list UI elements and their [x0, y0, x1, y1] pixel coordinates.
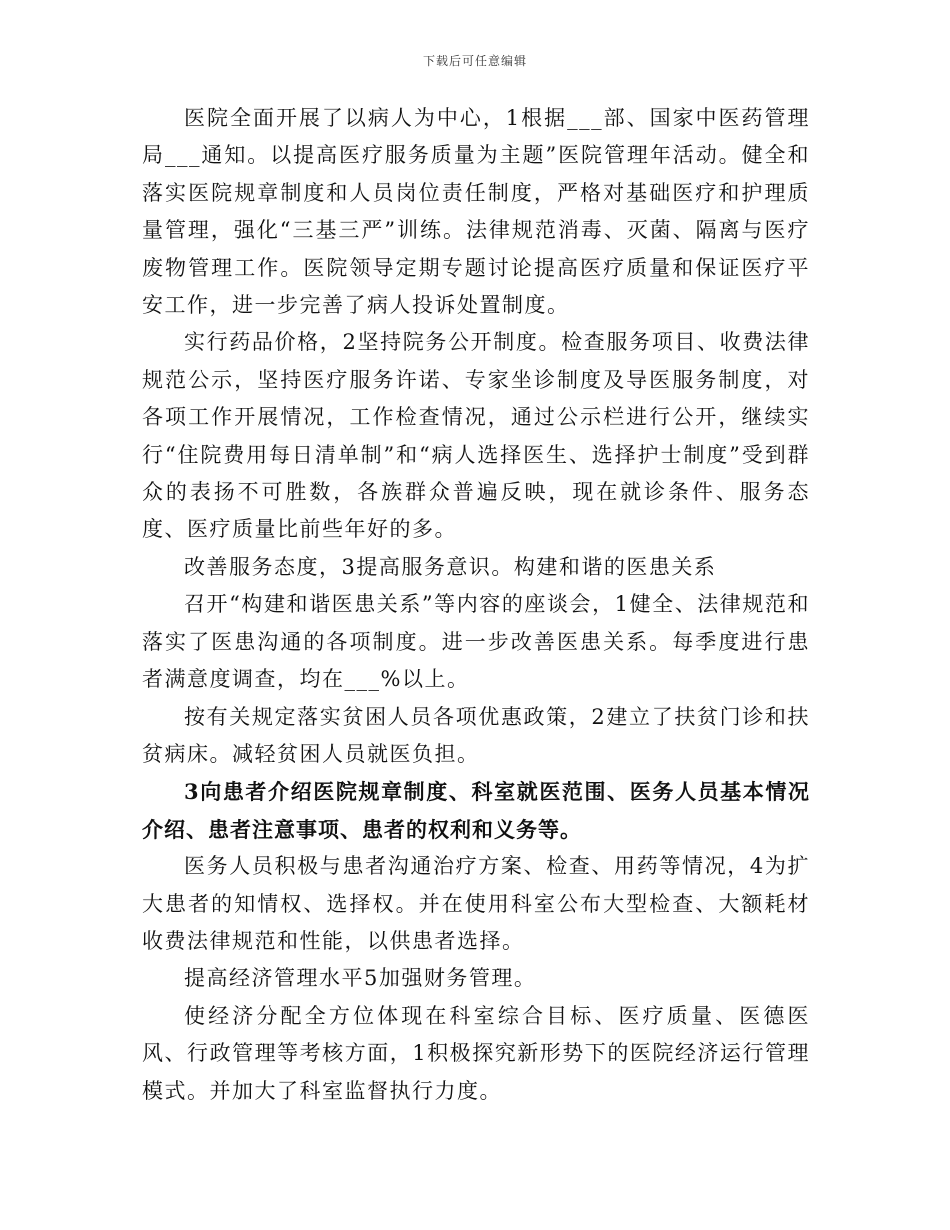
document-body [142, 100, 810, 1110]
paragraph-finance-management: 提高经济管理水平5加强财务管理。 [184, 966, 537, 991]
paragraph-economic-distribution: 使经济分配全方位体现在科室综合目标、医疗质量、医德医风、行政管理等考核方面，1积极探究新形势下的医院经济运行管理模式。并加大了科室监督执行力度。 [142, 1003, 810, 1103]
paragraph-communication: 医务人员积极与患者沟通治疗方案、检查、用药等情况，4为扩大患者的知情权、选择权。并在使用科室公布大型检查、大额耗材收费法律规范和性能，以供患者选择。 [142, 854, 810, 953]
paragraph-price-disclosure: 实行药品价格，2坚持院务公开制度。检查服务项目、收费法律规范公示，坚持医疗服务许诺、专家坐诊制度及导医服务制度，对各项工作开展情况，工作检查情况，通过公示栏进行公开，继续实行“住院费用每日清单制”和“病人选择医生、选择护士制度”受到群众的表扬不可胜数，各族群众普遍反映，现在就诊条件、服务态度、医疗质量比前些年好的多。 [142, 330, 810, 542]
paragraph-poverty-policy: 按有关规定落实贫困人员各项优惠政策，2建立了扶贫门诊和扶贫病床。减轻贫困人员就医负担。 [142, 704, 810, 766]
paragraph-service-attitude: 改善服务态度，3提高服务意识。构建和谐的医患关系 [184, 554, 717, 579]
paragraph-symposium: 召开“构建和谐医患关系”等内容的座谈会，1健全、法律规范和落实了医患沟通的各项制度。进一步改善医患关系。每季度进行患者满意度调查，均在___%以上。 [142, 592, 810, 692]
paragraph-patient-introduction: 3向患者介绍医院规章制度、科室就医范围、医务人员基本情况介绍、患者注意事项、患者的权利和义务等。 [142, 779, 810, 842]
paragraph-hospital-activity: 医院全面开展了以病人为中心，1根据___部、国家中医药管理局___通知。以提高医疗服务质量为主题”医院管理年活动。健全和落实医院规章制度和人员岗位责任制度，严格对基础医疗和护理质量管理，强化“三基三严”训练。法律规范消毒、灭菌、隔离与医疗废物管理工作。医院领导定期专题讨论提高医疗质量和保证医疗平安工作，进一步完善了病人投诉处置制度。 [142, 106, 810, 318]
page-header: 下载后可任意编辑 [422, 54, 527, 68]
